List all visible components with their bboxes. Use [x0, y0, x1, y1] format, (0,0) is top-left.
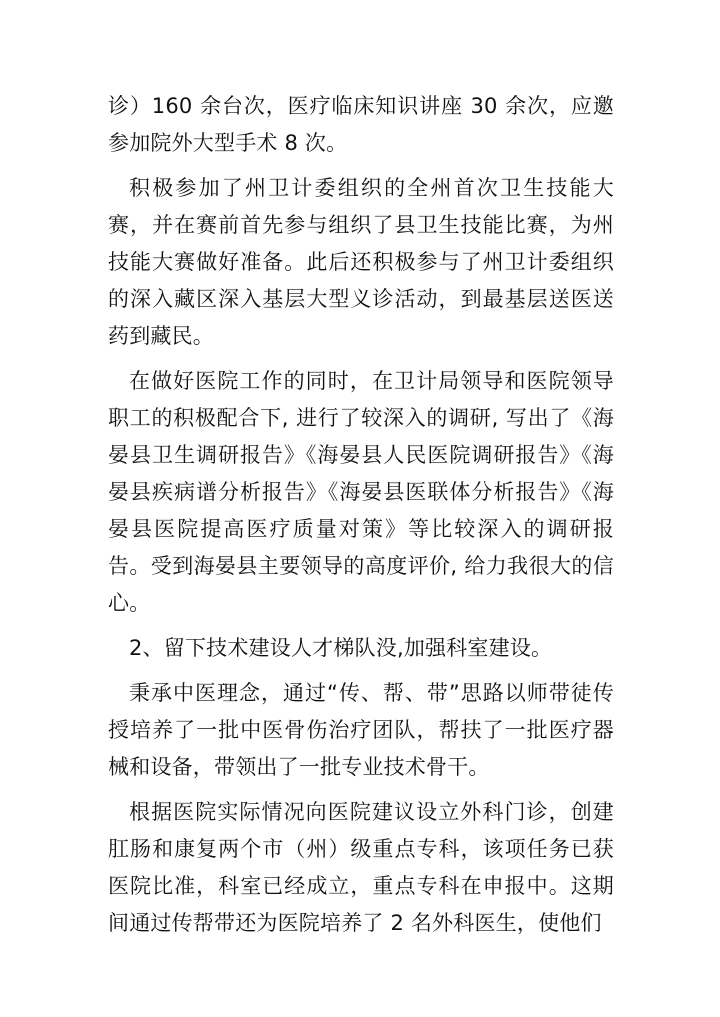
document-page	[108, 88, 614, 950]
paragraph-continuation: 诊）160 余台次，医疗临床知识讲座 30 余次，应邀参加院外大型手术 8 次。	[108, 94, 614, 155]
paragraph-surgery-clinic: 根据医院实际情况向医院建议设立外科门诊，创建肛肠和康复两个市（州）级重点专科，该项任务已获医院比准，科室已经成立，重点专科在申报中。这期间通过传帮带还为医院培养了 2 名外科医生，使他们	[108, 800, 614, 935]
paragraph-research-reports: 在做好医院工作的同时，在卫计局领导和医院领导职工的积极配合下, 进行了较深入的调研, 写出了《海晏县卫生调研报告》《海晏县人民医院调研报告》《海晏县疾病谱分析报告》《海晏县医联体分析报告》《海晏县医院提高医疗质量对策》等比较深入的调研报告。受到海晏县主要领导的高度评价, 给力我很大的信心。	[108, 369, 614, 615]
section-heading-talent: 2、留下技术建设人才梯队没,加强科室建设。	[129, 636, 553, 660]
paragraph-skills-competition: 积极参加了州卫计委组织的全州首次卫生技能大赛，并在赛前首先参与组织了县卫生技能比赛，为州技能大赛做好准备。此后还积极参与了州卫计委组织的深入藏区深入基层大型义诊活动，到最基层送医送药到藏民。	[108, 176, 614, 348]
paragraph-mentoring: 秉承中医理念，通过“传、帮、带”思路以师带徒传授培养了一批中医骨伤治疗团队，帮扶了一批医疗器械和设备，带领出了一批专业技术骨干。	[108, 681, 614, 779]
